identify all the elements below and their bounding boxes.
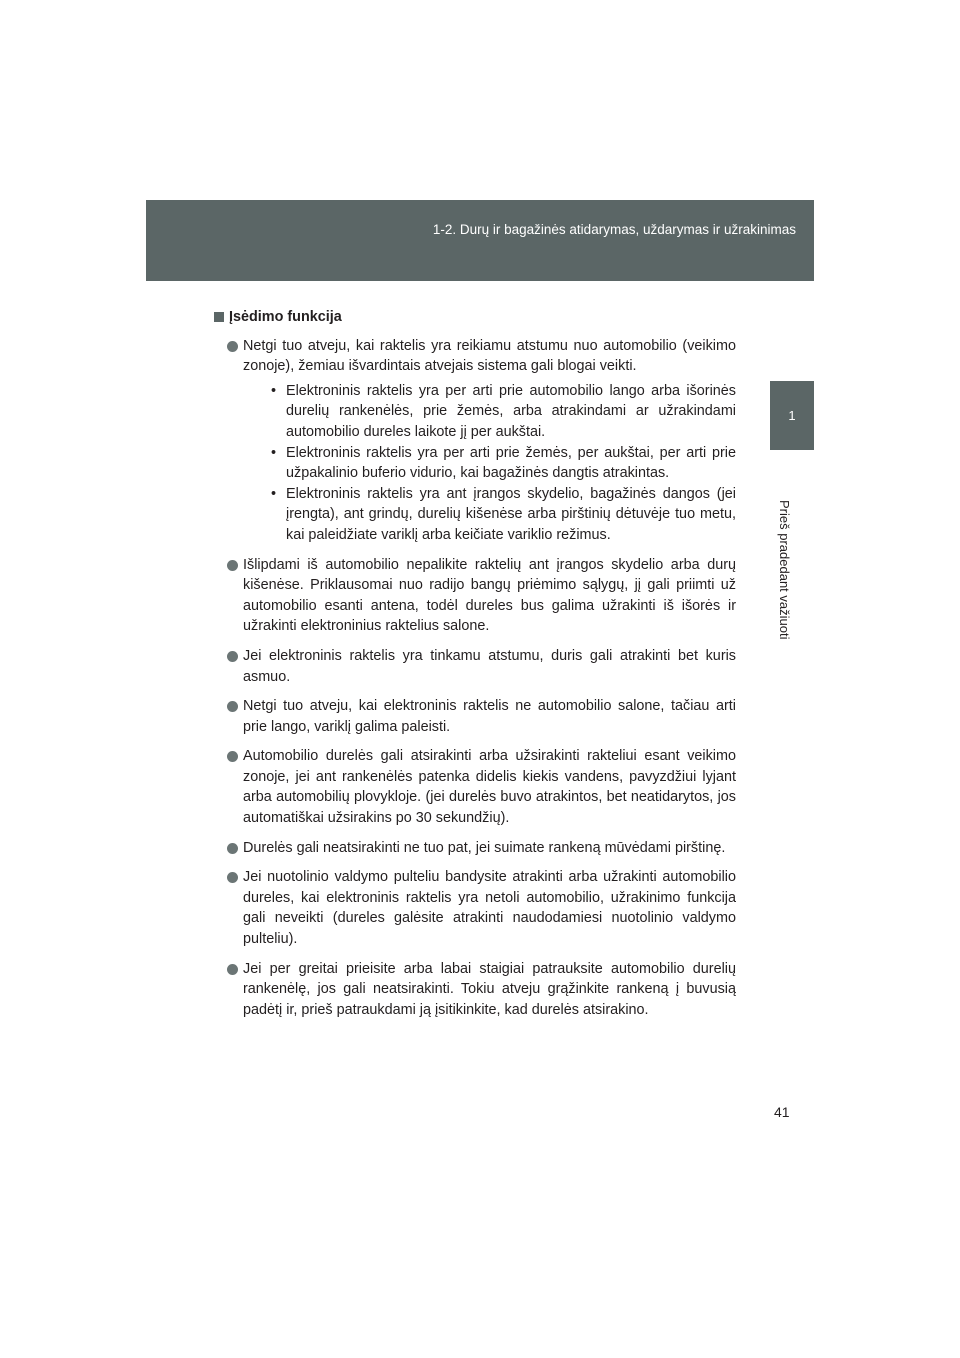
chapter-label: Prieš pradedant važiuoti bbox=[777, 500, 792, 640]
chapter-number: 1 bbox=[788, 408, 796, 423]
list-item bbox=[214, 867, 736, 949]
circle-bullet-icon bbox=[227, 701, 238, 712]
section-title bbox=[214, 307, 736, 328]
list-item-text: Automobilio durelės gali atsirakinti arba užsirakinti rakteliui esant veikimo zonoje, jei ant rankenėlės patenka didelis kiekis vandens, pavyzdžiui lyjant arba automobilių plovykloje. (jei durelės buvo atrakintos, bet neatidarytos, jos automatiškai užsirakins po 30 sekundžių). bbox=[243, 748, 736, 827]
list-item bbox=[214, 746, 736, 828]
section-title-text: Įsėdimo funkcija bbox=[229, 309, 342, 325]
list-item-text: Durelės gali neatsirakinti ne tuo pat, jei suimate rankeną mūvėdami pirštinę. bbox=[243, 839, 726, 856]
header-band bbox=[146, 200, 814, 281]
list-item bbox=[214, 646, 736, 687]
list-item-text: Išlipdami iš automobilio nepalikite raktelių ant įrangos skydelio arba durų kišenėse. Priklausomai nuo radijo bangų priėmimo sąlygų, jį gali priimti už automobilio esanti antena, todėl dureles bus galima užrakinti iš išorės ir užrakinti elektroninius raktelius salone. bbox=[243, 556, 736, 635]
sub-list-item-text: Elektroninis raktelis yra per arti prie automobilio lango arba išorinės durelių rankenėlės, prie žemės, arba atrakindami ar užrakindami automobilio dureles laikote jį per aukštai. bbox=[286, 382, 736, 440]
sub-list-item bbox=[243, 484, 736, 546]
circle-bullet-icon bbox=[227, 751, 238, 762]
circle-bullet-icon bbox=[227, 560, 238, 571]
circle-bullet-icon bbox=[227, 341, 238, 352]
chapter-tab bbox=[770, 381, 814, 450]
circle-bullet-icon bbox=[227, 964, 238, 975]
sub-list-item bbox=[243, 443, 736, 484]
list-item bbox=[214, 959, 736, 1021]
list-item-text: Jei elektroninis raktelis yra tinkamu atstumu, duris gali atrakinti bet kuris asmuo. bbox=[243, 647, 736, 685]
dot-bullet-icon: • bbox=[271, 444, 277, 461]
sub-list bbox=[243, 381, 736, 546]
circle-bullet-icon bbox=[227, 843, 238, 854]
dot-bullet-icon: • bbox=[271, 382, 277, 399]
list-item-text: Netgi tuo atveju, kai elektroninis raktelis ne automobilio salone, tačiau arti prie lango, variklį galima paleisti. bbox=[243, 698, 736, 735]
list-item-text: Netgi tuo atveju, kai raktelis yra reikiamu atstumu nuo automobilio (veikimo zonoje), žemiau išvardintais atvejais sistema gali blogai veikti. bbox=[243, 337, 736, 375]
list-item bbox=[214, 336, 736, 546]
circle-bullet-icon bbox=[227, 651, 238, 662]
page-number: 41 bbox=[774, 1104, 790, 1120]
sub-list-item bbox=[243, 381, 736, 443]
section-header-title: 1-2. Durų ir bagažinės atidarymas, uždarymas ir užrakinimas bbox=[432, 222, 796, 237]
main-content bbox=[214, 307, 736, 1029]
list-item bbox=[214, 838, 736, 859]
sub-list-item-text: Elektroninis raktelis yra ant įrangos skydelio, bagažinės dangos (jei įrengta), ant grindų, durelių kišenėse arba pirštinių dėtuvėje tuo metu, kai paleidžiate variklį arba keičiate variklio režimus. bbox=[286, 485, 736, 543]
square-bullet-icon bbox=[214, 312, 224, 322]
dot-bullet-icon: • bbox=[271, 485, 277, 502]
sub-list-item-text: Elektroninis raktelis yra per arti prie žemės, per aukštai, per arti prie užpakalinio buferio vidurio, kai bagažinės dangtis atrakintas. bbox=[286, 444, 736, 482]
list-item bbox=[214, 555, 736, 637]
list-item-text: Jei nuotolinio valdymo pulteliu bandysite atrakinti arba užrakinti automobilio dureles, kai elektroninis raktelis yra netoli automobilio, užrakinimo funkcija gali neveikti (dureles galėsite atrakinti naudodamiesi nuotolinio valdymo pulteliu). bbox=[243, 869, 736, 948]
list-item-text: Jei per greitai prieisite arba labai staigiai patrauksite automobilio durelių rankenėlę, jos gali neatsirakinti. Tokiu atveju grąžinkite rankeną į buvusią padėtį ir, prieš patraukdami ją įsitikinkite, kad durelės atsirakino. bbox=[243, 960, 736, 1018]
list-item bbox=[214, 696, 736, 737]
circle-bullet-icon bbox=[227, 872, 238, 883]
